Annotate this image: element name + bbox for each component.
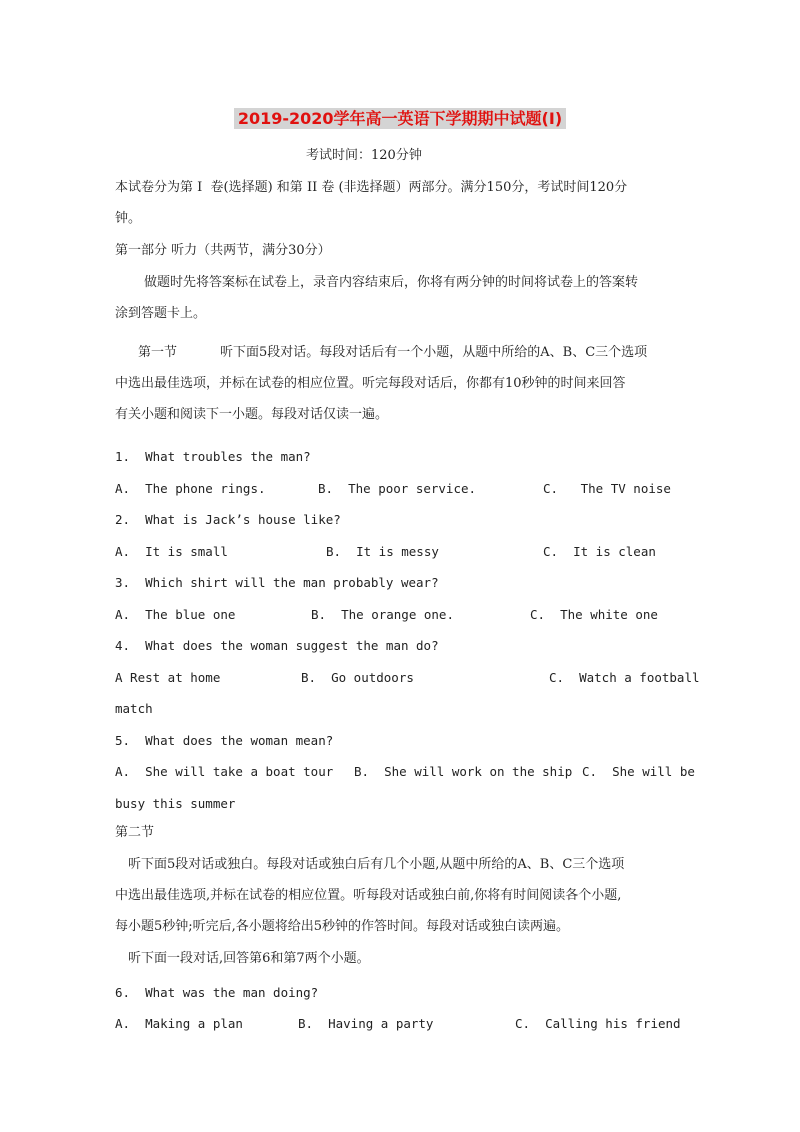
part1-heading: 第一部分 听力（共两节，满分30分） [115, 243, 331, 258]
section2-text-1: 听下面5段对话或独白。每段对话或独白后有几个小题,从题中所给的A、B、C三个选项 [128, 857, 625, 872]
question-1: 1. What troubles the man? [115, 449, 311, 464]
page-title [0, 106, 800, 129]
section1-label: 第一节 [138, 345, 178, 360]
intro-line-2: 钟。 [115, 211, 142, 226]
q1-option-a: A. The phone rings. [115, 481, 266, 496]
question-5: 5. What does the woman mean? [115, 733, 334, 748]
q5-option-c-continued: busy this summer [115, 796, 236, 811]
section1-text-3: 有关小题和阅读下一小题。每段对话仅读一遍。 [115, 407, 389, 422]
q5-option-b: B. She will work on the ship [354, 764, 573, 779]
q5-option-c: C. She will be [582, 764, 695, 779]
q4-option-c-continued: match [115, 701, 153, 716]
q1-option-c: C. The TV noise [543, 481, 671, 496]
part1-instruction-2: 涂到答题卡上。 [115, 306, 207, 321]
q2-option-b: B. It is messy [326, 544, 439, 559]
q5-option-a: A. She will take a boat tour [115, 764, 334, 779]
q4-option-a: A Rest at home [115, 670, 221, 685]
q3-option-b: B. The orange one. [311, 607, 454, 622]
q3-option-c: C. The white one [530, 607, 658, 622]
section2-text-3: 每小题5秒钟;听完后,各小题将给出5秒钟的作答时间。每段对话或独白读两遍。 [115, 919, 570, 934]
q3-option-a: A. The blue one [115, 607, 236, 622]
q2-option-c: C. It is clean [543, 544, 656, 559]
section2-text-4: 听下面一段对话,回答第6和第7两个小题。 [128, 951, 370, 966]
section1-text-2: 中选出最佳选项，并标在试卷的相应位置。听完每段对话后，你都有10秒钟的时间来回答 [115, 376, 626, 391]
q4-option-c: C. Watch a football [549, 670, 700, 685]
question-3: 3. Which shirt will the man probably wear? [115, 575, 439, 590]
q6-option-c: C. Calling his friend [515, 1016, 681, 1031]
question-2: 2. What is Jack’s house like? [115, 512, 341, 527]
q1-option-b: B. The poor service. [318, 481, 477, 496]
exam-time: 考试时间：120分钟 [306, 148, 422, 163]
section2-label: 第二节 [115, 825, 155, 840]
q2-option-a: A. It is small [115, 544, 228, 559]
q6-option-b: B. Having a party [298, 1016, 434, 1031]
q4-option-b: B. Go outdoors [301, 670, 414, 685]
question-6: 6. What was the man doing? [115, 985, 319, 1000]
q6-option-a: A. Making a plan [115, 1016, 243, 1031]
title-text: 2019-2020学年高一英语下学期期中试题(I) [234, 108, 566, 129]
section2-text-2: 中选出最佳选项,并标在试卷的相应位置。听每段对话或独白前,你将有时间阅读各个小题, [115, 888, 622, 903]
intro-line-1: 本试卷分为第 I 卷(选择题) 和第 II 卷 (非选择题）两部分。满分150分，考试时间120分 [115, 180, 628, 195]
section1-text-1: 听下面5段对话。每段对话后有一个小题，从题中所给的A、B、C三个选项 [220, 345, 648, 360]
question-4: 4. What does the woman suggest the man do? [115, 638, 439, 653]
part1-instruction-1: 做题时先将答案标在试卷上，录音内容结束后，你将有两分钟的时间将试卷上的答案转 [144, 275, 639, 290]
